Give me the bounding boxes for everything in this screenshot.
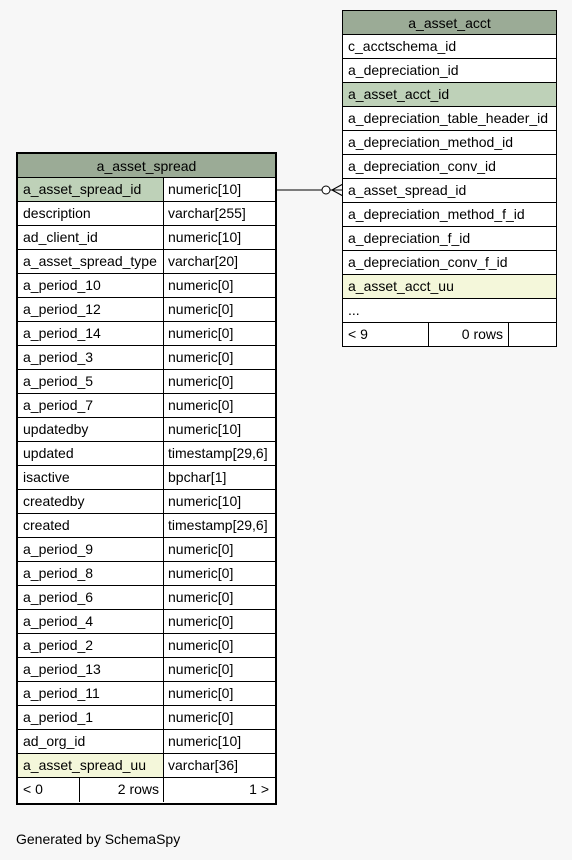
table-footer <box>18 778 275 802</box>
column-type: bpchar[1] <box>168 469 227 485</box>
column-type: numeric[0] <box>168 301 234 317</box>
column-name: created <box>18 514 164 537</box>
column-name: a_depreciation_method_id <box>348 134 514 150</box>
table-row[interactable] <box>18 658 275 682</box>
table-row[interactable] <box>343 299 556 323</box>
column-name: ... <box>348 302 360 318</box>
table-row[interactable] <box>343 59 556 83</box>
table-row[interactable] <box>18 226 275 250</box>
table-a-asset-acct[interactable] <box>342 10 557 347</box>
table-title[interactable]: a_asset_acct <box>343 11 556 35</box>
column-name: a_depreciation_table_header_id <box>348 110 549 126</box>
table-row[interactable] <box>18 298 275 322</box>
row-count: 2 rows <box>80 778 164 802</box>
table-row[interactable] <box>18 418 275 442</box>
table-footer <box>343 323 556 347</box>
column-name: ad_client_id <box>18 226 164 249</box>
table-row[interactable] <box>18 706 275 730</box>
table-row[interactable] <box>18 274 275 298</box>
column-type: numeric[10] <box>168 229 242 245</box>
column-name: a_depreciation_conv_f_id <box>348 254 508 270</box>
parents-count[interactable]: < 0 <box>18 778 80 802</box>
column-type: numeric[0] <box>168 637 234 653</box>
table-row[interactable] <box>18 346 275 370</box>
column-name: a_asset_spread_id <box>348 182 467 198</box>
table-row[interactable] <box>343 131 556 155</box>
generated-by-label: Generated by SchemaSpy <box>16 831 181 847</box>
table-row[interactable] <box>18 562 275 586</box>
column-type: numeric[0] <box>168 397 234 413</box>
table-row[interactable] <box>18 490 275 514</box>
column-name: a_depreciation_method_f_id <box>348 206 525 222</box>
column-type: varchar[255] <box>168 205 246 221</box>
table-row[interactable] <box>18 730 275 754</box>
column-type: numeric[0] <box>168 325 234 341</box>
table-row[interactable] <box>343 83 556 107</box>
table-row[interactable] <box>343 251 556 275</box>
column-type: varchar[20] <box>168 253 239 269</box>
column-name: description <box>18 202 164 225</box>
column-name: a_asset_spread_type <box>18 250 164 273</box>
zero-optional-marker <box>322 186 330 194</box>
column-type: timestamp[29,6] <box>168 445 268 461</box>
column-name: a_asset_acct_id <box>348 86 450 102</box>
column-name: a_depreciation_f_id <box>348 230 471 246</box>
table-row[interactable] <box>18 682 275 706</box>
column-name: c_acctschema_id <box>348 38 457 54</box>
table-a-asset-spread[interactable] <box>16 152 277 805</box>
column-type: numeric[0] <box>168 589 234 605</box>
column-type: numeric[0] <box>168 349 234 365</box>
table-row[interactable] <box>18 370 275 394</box>
column-name: ad_org_id <box>18 730 164 753</box>
column-type: numeric[10] <box>168 421 242 437</box>
column-name: a_depreciation_conv_id <box>348 158 496 174</box>
table-row[interactable] <box>343 155 556 179</box>
table-row[interactable] <box>18 586 275 610</box>
column-name: a_period_6 <box>18 586 164 609</box>
column-name: a_asset_spread_uu <box>18 754 164 777</box>
column-type: numeric[0] <box>168 373 234 389</box>
table-row[interactable] <box>18 202 275 226</box>
column-type: numeric[10] <box>168 181 242 197</box>
table-row[interactable] <box>343 275 556 299</box>
table-row[interactable] <box>18 610 275 634</box>
column-name: a_period_7 <box>18 394 164 417</box>
table-row[interactable] <box>18 538 275 562</box>
column-type: numeric[0] <box>168 613 234 629</box>
column-name: isactive <box>18 466 164 489</box>
table-title[interactable]: a_asset_spread <box>18 154 275 178</box>
children-count[interactable]: 1 > <box>249 781 269 797</box>
column-name: a_period_1 <box>18 706 164 729</box>
column-name: a_period_3 <box>18 346 164 369</box>
table-row[interactable] <box>18 754 275 778</box>
column-name: a_period_9 <box>18 538 164 561</box>
column-name: a_asset_spread_id <box>18 178 164 201</box>
column-name: updatedby <box>18 418 164 441</box>
column-name: a_period_2 <box>18 634 164 657</box>
column-type: numeric[10] <box>168 493 242 509</box>
table-row[interactable] <box>343 107 556 131</box>
column-name: a_period_8 <box>18 562 164 585</box>
column-name: createdby <box>18 490 164 513</box>
column-name: a_depreciation_id <box>348 62 459 78</box>
column-name: updated <box>18 442 164 465</box>
column-type: numeric[0] <box>168 685 234 701</box>
column-type: varchar[36] <box>168 757 239 773</box>
column-name: a_asset_acct_uu <box>348 278 454 294</box>
column-name: a_period_14 <box>18 322 164 345</box>
column-type: numeric[10] <box>168 733 242 749</box>
children-count <box>509 323 556 347</box>
column-name: a_period_5 <box>18 370 164 393</box>
parents-count[interactable]: < 9 <box>343 323 429 347</box>
table-row[interactable] <box>18 466 275 490</box>
table-row[interactable] <box>18 514 275 538</box>
column-name: a_period_4 <box>18 610 164 633</box>
table-row[interactable] <box>18 634 275 658</box>
column-type: numeric[0] <box>168 565 234 581</box>
column-type: numeric[0] <box>168 661 234 677</box>
column-type: numeric[0] <box>168 709 234 725</box>
table-row[interactable] <box>343 179 556 203</box>
column-type: numeric[0] <box>168 541 234 557</box>
row-count: 0 rows <box>429 323 509 347</box>
table-row[interactable] <box>18 250 275 274</box>
table-row[interactable] <box>18 394 275 418</box>
table-row[interactable] <box>343 203 556 227</box>
table-row[interactable] <box>18 178 275 202</box>
column-name: a_period_12 <box>18 298 164 321</box>
column-name: a_period_13 <box>18 658 164 681</box>
column-name: a_period_11 <box>18 682 164 705</box>
table-row[interactable] <box>18 322 275 346</box>
column-name: a_period_10 <box>18 274 164 297</box>
table-row[interactable] <box>18 442 275 466</box>
column-type: timestamp[29,6] <box>168 517 268 533</box>
table-row[interactable] <box>343 227 556 251</box>
column-type: numeric[0] <box>168 277 234 293</box>
table-row[interactable] <box>343 35 556 59</box>
